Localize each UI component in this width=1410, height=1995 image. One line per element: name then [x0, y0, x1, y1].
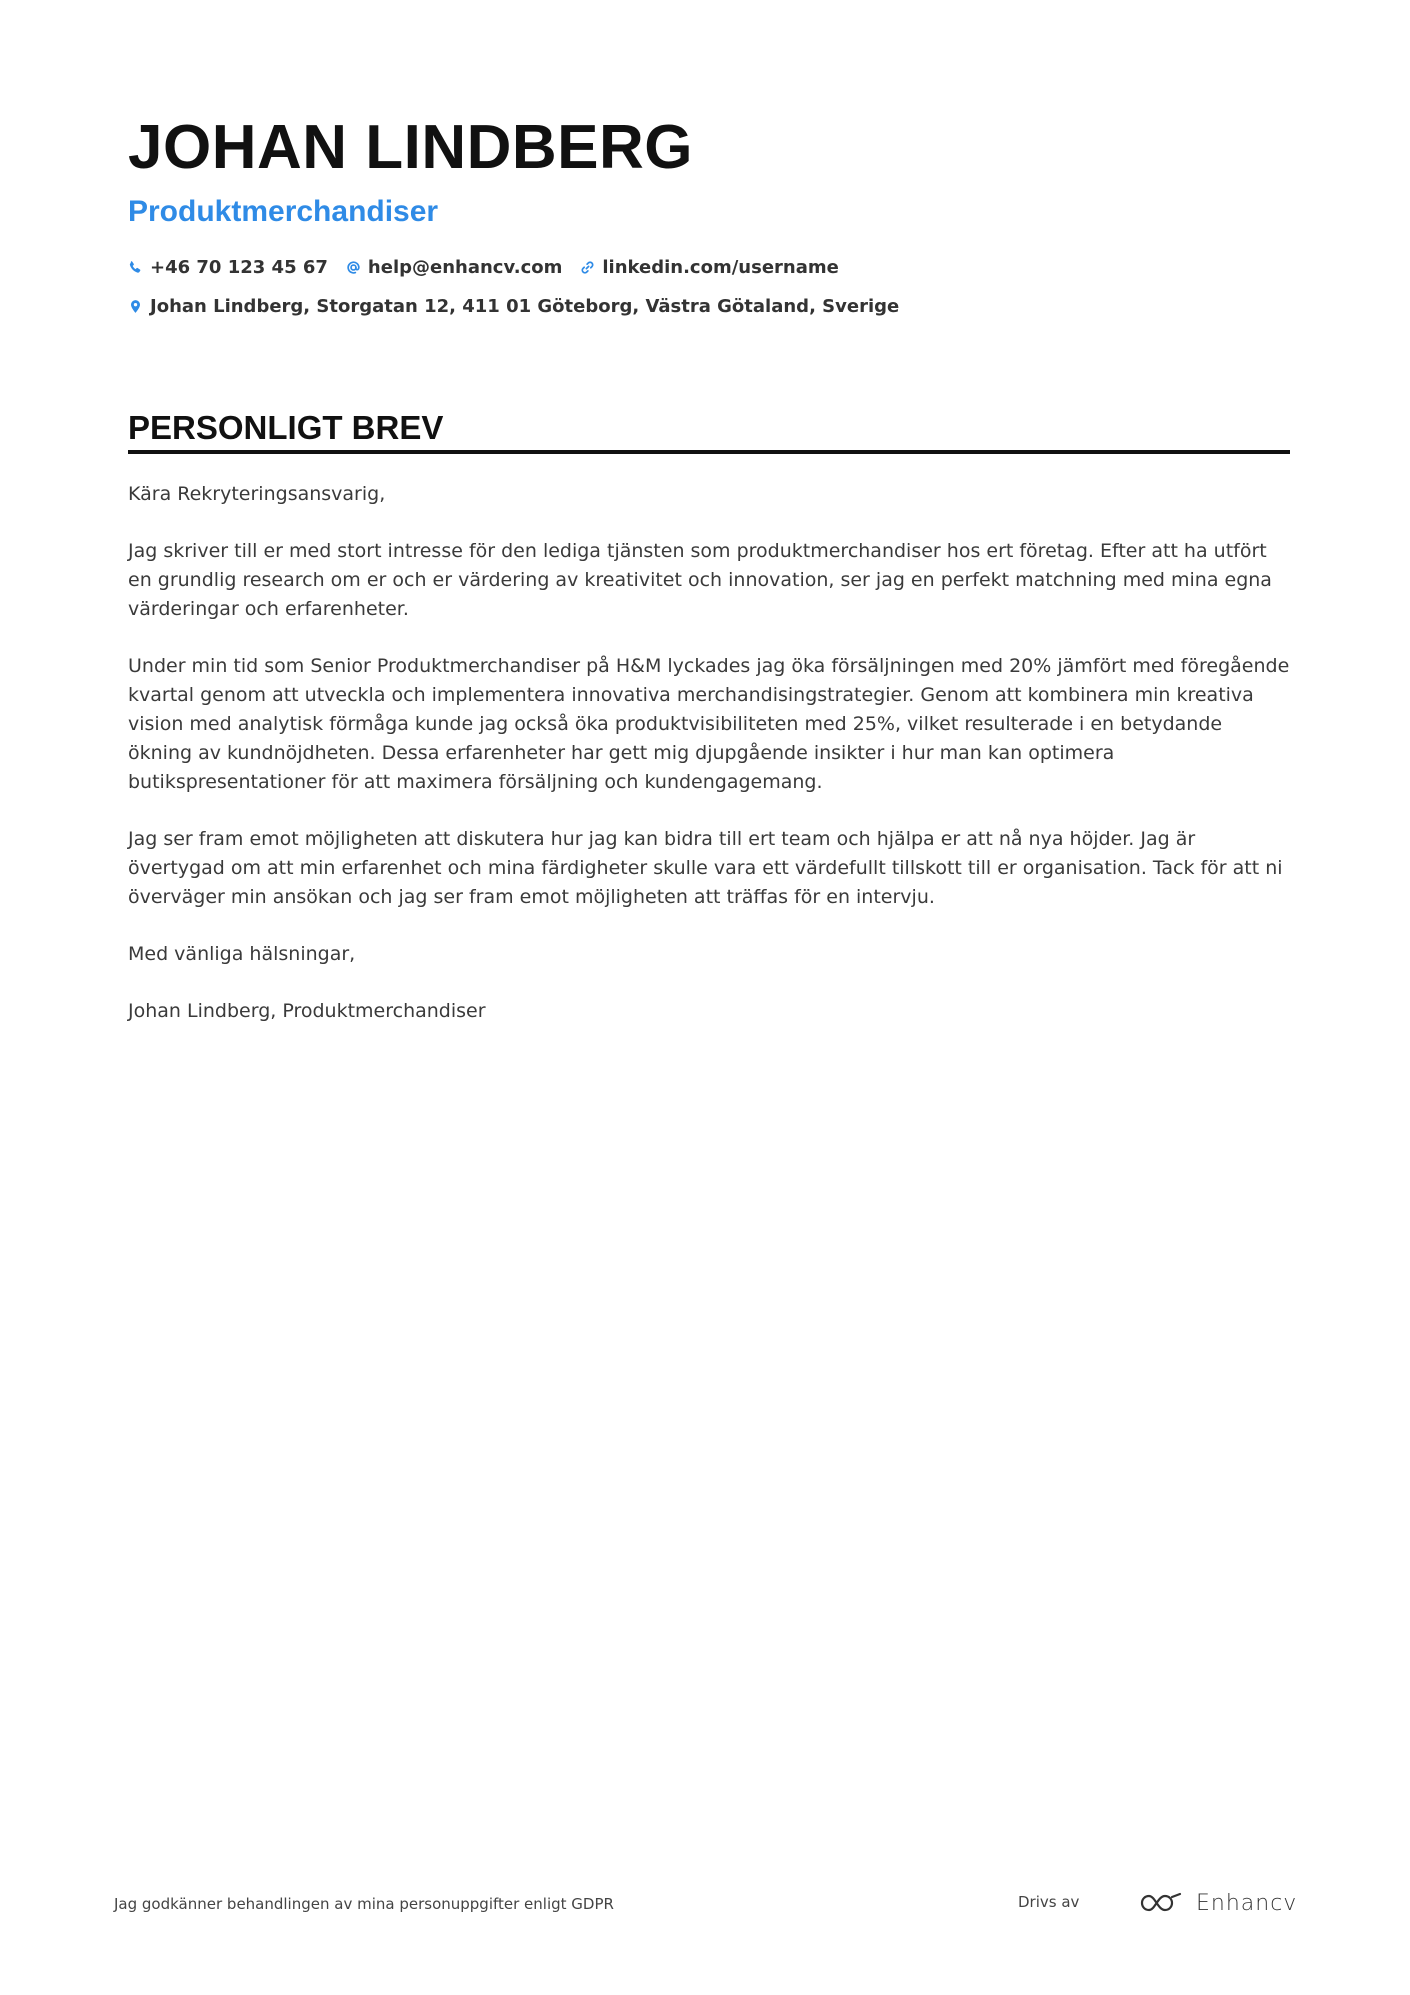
link-icon — [580, 260, 595, 275]
letter-paragraph: Under min tid som Senior Produktmerchandiser på H&M lyckades jag öka försäljningen med 20% jämfört med föregående kvartal genom att utveckla och implementera innovativa merchandisingstrategier. Genom att kombinera min kreativa vision med analytisk förmåga kunde jag också öka produktvisibiliteten med 25%, vilket resulterade i en betydande ökning av kundnöjdheten. Dessa erfarenheter har gett mig djupgående insikter i hur man kan optimera butikspresentationer för att maximera försäljning och kundengagemang. — [128, 655, 1290, 793]
section-divider — [128, 450, 1290, 454]
contact-phone — [128, 257, 328, 278]
letter-signature: Johan Lindberg, Produktmerchandiser — [128, 1000, 486, 1022]
contact-email[interactable] — [346, 257, 562, 278]
letter-paragraph: Jag ser fram emot möjligheten att diskutera hur jag kan bidra till ert team och hjälpa er att nå nya höjder. Jag är övertygad om att min erfarenhet och mina färdigheter skulle vara ett värdefullt tillskott till er organisation. Tack för att ni överväger min ansökan och jag ser fram emot möjligheten att träffas för en intervju. — [128, 828, 1283, 908]
section-title: PERSONLIGT BREV — [128, 409, 444, 446]
contact-row-primary — [128, 254, 857, 280]
enhancv-logo-icon — [1138, 1890, 1186, 1916]
at-icon — [346, 260, 361, 275]
letter-body — [128, 480, 1290, 1054]
letter-paragraph: Jag skriver till er med stort intresse för den lediga tjänsten som produktmerchandiser hos ert företag. Efter att ha utfört en grundlig research om er och er värdering av kreativitet och innovation, ser jag en perfekt matchning med mina egna värderingar och erfarenheter. — [128, 540, 1272, 620]
brand-name: Enhancv — [1196, 1890, 1298, 1916]
phone-icon — [128, 260, 143, 275]
candidate-name: JOHAN LINDBERG — [128, 113, 694, 182]
gdpr-consent-text: Jag godkänner behandlingen av mina personuppgifter enligt GDPR — [114, 1895, 614, 1913]
linkedin-text: linkedin.com/username — [602, 256, 839, 278]
letter-greeting: Kära Rekryteringsansvarig, — [128, 483, 386, 505]
contact-address — [128, 296, 899, 317]
email-text: help@enhancv.com — [367, 256, 563, 278]
location-pin-icon — [128, 299, 143, 314]
contact-linkedin[interactable] — [580, 257, 838, 278]
enhancv-brand[interactable] — [1138, 1888, 1297, 1918]
contact-row-address — [128, 293, 917, 319]
powered-by-label: Drivs av — [1018, 1893, 1080, 1911]
candidate-role: Produktmerchandiser — [128, 195, 439, 228]
address-text: Johan Lindberg, Storgatan 12, 411 01 Göteborg, Västra Götaland, Sverige — [150, 295, 900, 317]
phone-text: +46 70 123 45 67 — [150, 256, 328, 278]
letter-closing: Med vänliga hälsningar, — [128, 943, 356, 965]
